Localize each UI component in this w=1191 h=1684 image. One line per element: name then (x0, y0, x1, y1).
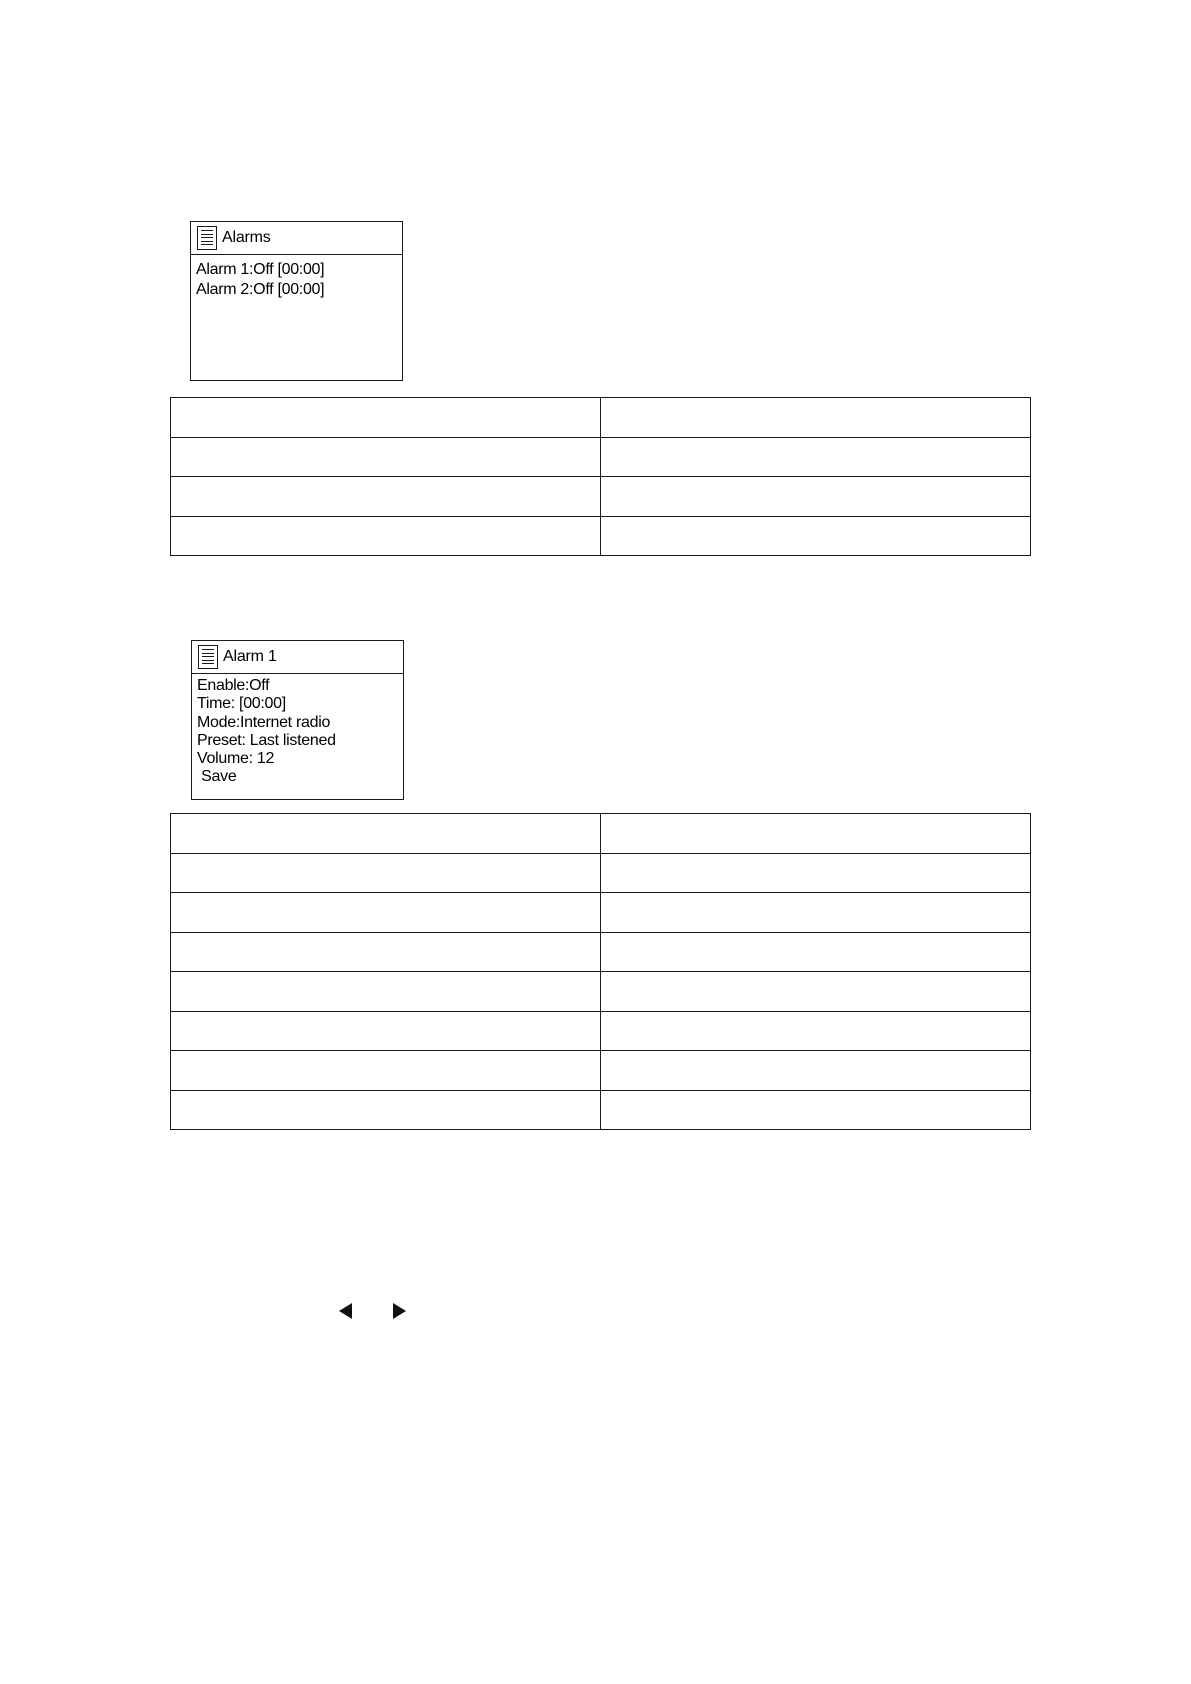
table-row (171, 932, 1031, 972)
table-cell (171, 1090, 601, 1130)
table-cell (171, 1011, 601, 1051)
alarms-screen (190, 221, 403, 381)
table-cell (601, 516, 1031, 556)
table-cell (171, 437, 601, 477)
alarm1-screen-header (192, 641, 403, 674)
alarm-1-entry[interactable]: Alarm 1:Off [00:00] (196, 261, 325, 278)
alarms-screen-header (191, 222, 402, 255)
table-cell (171, 972, 601, 1012)
save-option[interactable]: Save (197, 768, 237, 786)
alarm1-screen (191, 640, 404, 800)
table-cell (601, 477, 1031, 517)
arrow-right-icon (393, 1303, 406, 1319)
table-cell (171, 853, 601, 893)
table-cell (601, 1090, 1031, 1130)
table-cell (601, 398, 1031, 438)
enable-setting[interactable]: Enable:Off (197, 677, 270, 694)
table-cell (171, 398, 601, 438)
table-cell (601, 1011, 1031, 1051)
table-row (171, 853, 1031, 893)
alarm1-screen-list (192, 674, 403, 787)
table-cell (601, 893, 1031, 933)
menu-list-icon (198, 645, 218, 669)
table-cell (171, 516, 601, 556)
alarm1-table (170, 813, 1031, 1130)
volume-setting[interactable]: Volume: 12 (197, 750, 275, 768)
time-setting[interactable]: Time: [00:00] (197, 695, 286, 713)
table-row (171, 1090, 1031, 1130)
table-cell (171, 1051, 601, 1091)
table-row (171, 1051, 1031, 1091)
table-row (171, 516, 1031, 556)
table-row (171, 398, 1031, 438)
table-row (171, 972, 1031, 1012)
table-cell (171, 893, 601, 933)
table-cell (601, 932, 1031, 972)
table-cell (601, 853, 1031, 893)
table-row (171, 893, 1031, 933)
table-row (171, 437, 1031, 477)
table-cell (601, 1051, 1031, 1091)
alarm-2-entry[interactable]: Alarm 2:Off [00:00] (196, 281, 325, 298)
arrow-left-icon (339, 1303, 352, 1319)
alarms-table (170, 397, 1031, 556)
table-cell (171, 932, 601, 972)
alarms-screen-list (191, 255, 402, 300)
table-cell (601, 437, 1031, 477)
table-cell (601, 972, 1031, 1012)
alarms-screen-title: Alarms (222, 229, 271, 246)
table-row (171, 477, 1031, 517)
table-cell (171, 477, 601, 517)
menu-list-icon (197, 226, 217, 250)
table-cell (171, 814, 601, 854)
preset-setting[interactable]: Preset: Last listened (197, 731, 336, 749)
table-row (171, 1011, 1031, 1051)
mode-setting[interactable]: Mode:Internet radio (197, 713, 331, 731)
table-row (171, 814, 1031, 854)
alarm1-screen-title: Alarm 1 (223, 648, 277, 665)
table-cell (601, 814, 1031, 854)
